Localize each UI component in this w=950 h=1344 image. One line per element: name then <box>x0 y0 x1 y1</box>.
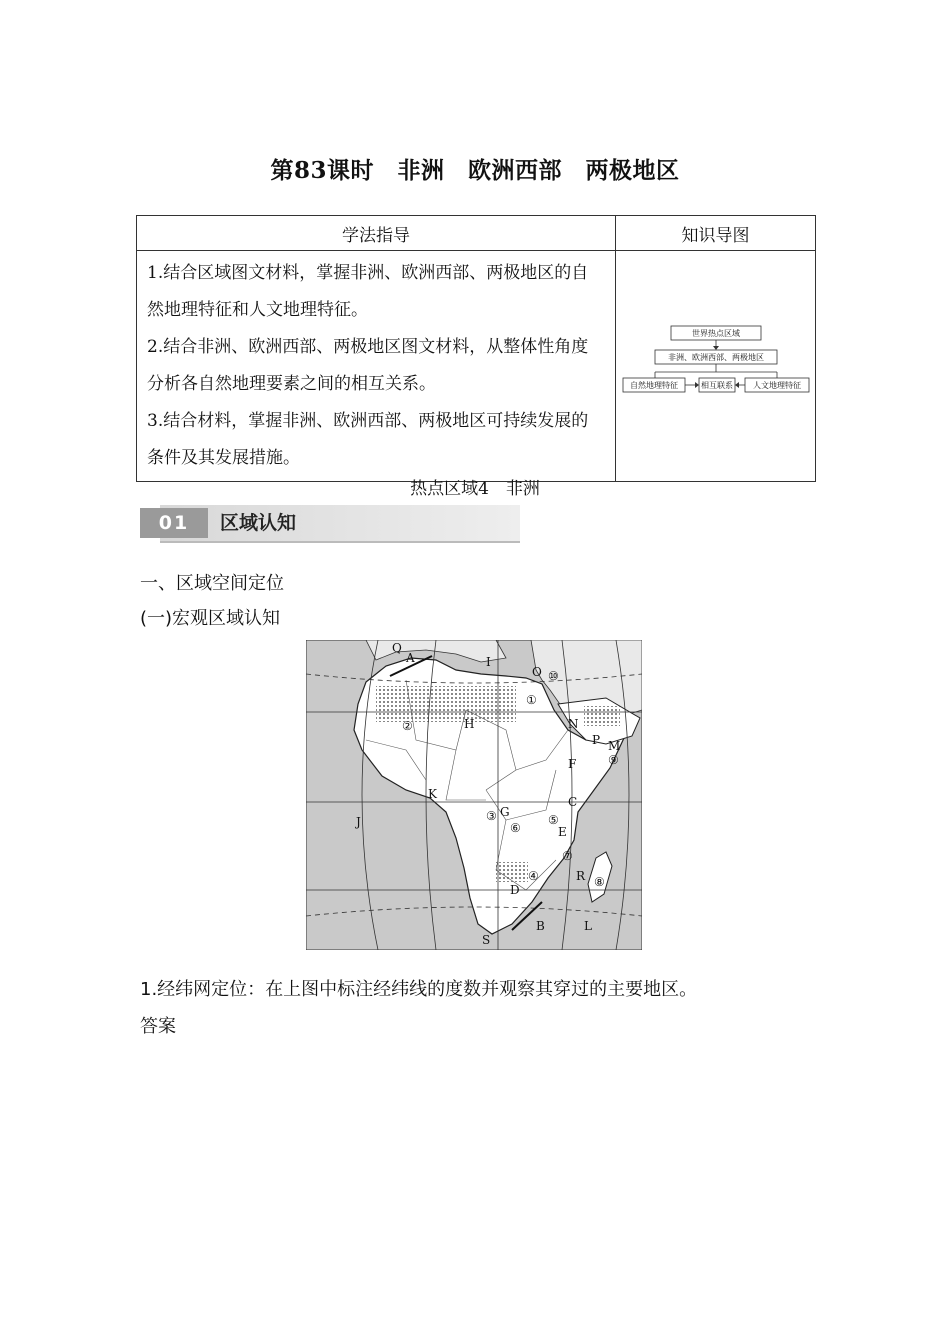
map-letter: K <box>428 787 437 801</box>
map-letter: F <box>568 757 577 771</box>
map-letter: R <box>576 869 586 883</box>
page-title: 第83课时 非洲 欧洲西部 两极地区 <box>270 157 680 184</box>
map-number: ② <box>402 719 413 733</box>
map-letter: O <box>532 665 542 679</box>
map-letter: I <box>486 655 491 669</box>
map-letter: B <box>536 919 545 933</box>
section-heading-1: 一、区域空间定位 <box>140 573 284 594</box>
banner-underline <box>160 541 520 543</box>
mindmap-middle: 非洲、欧洲西部、两极地区 <box>667 352 764 362</box>
map-number: ⑤ <box>548 813 559 827</box>
mindmap-header: 知识导图 <box>616 216 816 251</box>
map-number: ⑦ <box>562 849 573 863</box>
answer-label: 答案 <box>140 1016 176 1037</box>
map-letter: P <box>592 733 601 747</box>
mindmap-arrowhead <box>735 382 739 388</box>
section-subtitle: 热点区域4 非洲 <box>410 479 540 499</box>
map-number: ⑧ <box>594 875 605 889</box>
banner-number: 01 <box>140 508 208 538</box>
map-number: ① <box>526 693 537 707</box>
map-letter: C <box>568 795 578 809</box>
map-letter: M <box>608 739 621 753</box>
question-text: 在上图中标注经纬线的度数并观察其穿过的主要地区。 <box>265 979 698 1000</box>
map-number: ③ <box>486 809 497 823</box>
mindmap-left: 自然地理特征 <box>629 380 678 390</box>
mindmap-top: 世界热点区域 <box>691 328 740 338</box>
mindmap-arrowhead <box>695 382 699 388</box>
guide-item: 3.结合材料，掌握非洲、欧洲西部、两极地区可持续发展的条件及其发展措施。 <box>147 411 589 468</box>
map-letter: H <box>464 717 475 731</box>
mindmap-arrowhead <box>713 346 719 350</box>
sahara-desert <box>376 686 516 722</box>
map-number: ⑩ <box>548 669 559 683</box>
map-letter: N <box>568 717 579 731</box>
map-letter: S <box>482 933 491 947</box>
guide-table <box>136 215 816 482</box>
guide-content <box>137 251 616 482</box>
mindmap-cell <box>616 251 816 482</box>
kalahari-desert <box>496 862 528 882</box>
mindmap-diagram <box>621 324 811 404</box>
arabian-desert <box>584 706 620 726</box>
map-number: ⑥ <box>510 821 521 835</box>
map-letter: G <box>500 805 510 819</box>
mindmap-right: 人文地理特征 <box>752 380 801 390</box>
map-letter: L <box>584 919 592 933</box>
guide-item: 2.结合非洲、欧洲西部、两极地区图文材料，从整体性角度分析各自然地理要素之间的相互关系。 <box>147 337 589 394</box>
section-heading-2: (一)宏观区域认知 <box>140 608 281 629</box>
map-letter: J <box>356 815 361 829</box>
guide-item: 1.结合区域图文材料，掌握非洲、欧洲西部、两极地区的自然地理特征和人文地理特征。 <box>147 263 589 320</box>
section-banner <box>140 505 520 541</box>
africa-map <box>306 640 642 950</box>
map-letter: E <box>558 825 567 839</box>
guide-header: 学法指导 <box>137 216 616 251</box>
question-1 <box>140 975 697 1001</box>
banner-background <box>160 505 520 541</box>
map-letter: D <box>510 883 520 897</box>
map-number: ⑨ <box>608 753 619 767</box>
map-number: ④ <box>528 869 539 883</box>
banner-label: 区域认知 <box>220 512 297 534</box>
question-label: 1.经纬网定位： <box>140 979 266 1000</box>
map-letter: Q <box>392 641 402 655</box>
map-letter: A <box>406 651 415 665</box>
mindmap-center: 相互联系 <box>700 380 733 390</box>
